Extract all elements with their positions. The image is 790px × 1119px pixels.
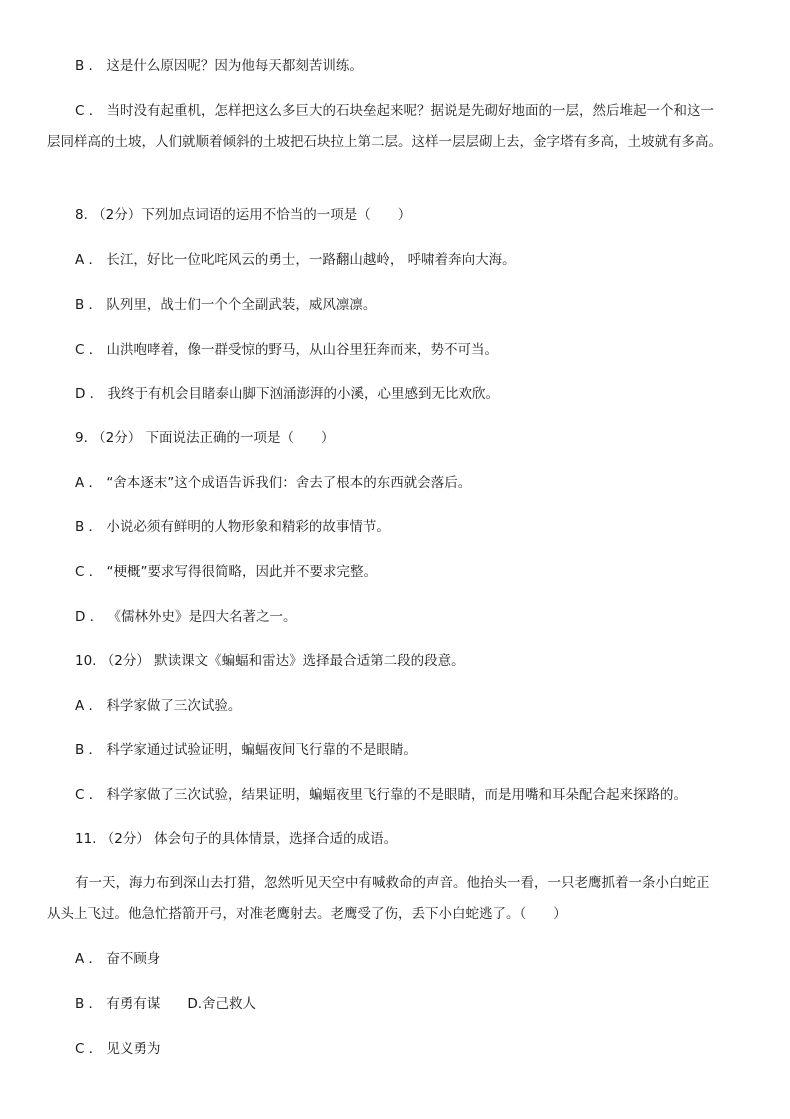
q11-stem: 11. （2分） 体会句子的具体情景，选择合适的成语。 bbox=[75, 831, 398, 847]
q10-option-a: A ． 科学家做了三次试验。 bbox=[75, 698, 242, 714]
prev-option-c-line1: C ． 当时没有起重机，怎样把这么多巨大的石块垒起来呢？据说是先砌好地面的一层，然后堆起一个和这一 bbox=[75, 103, 715, 119]
q8-option-c: C ． 山洪咆哮着，像一群受惊的野马，从山谷里狂奔而来，势不可当。 bbox=[75, 342, 499, 358]
q8-option-d: D ． 我终于有机会目睹泰山脚下汹涌澎湃的小溪，心里感到无比欢欣。 bbox=[75, 386, 499, 402]
q10-option-c: C ． 科学家做了三次试验，结果证明，蝙蝠夜里飞行靠的不是眼睛，而是用嘴和耳朵配合起来探路的。 bbox=[75, 787, 688, 803]
q11-passage-line2: 从头上飞过。他急忙搭箭开弓，对准老鹰射去。老鹰受了伤，丢下小白蛇逃了。（ ） bbox=[47, 906, 567, 922]
q8-stem: 8. （2分）下列加点词语的运用不恰当的一项是（ ） bbox=[75, 207, 412, 223]
q11-passage-line1: 有一天，海力布到深山去打猎，忽然听见天空中有喊救命的声音。他抬头一看，一只老鹰抓着一条小白蛇正 bbox=[75, 875, 710, 891]
q10-option-b: B ． 科学家通过试验证明，蝙蝠夜间飞行靠的不是眼睛。 bbox=[75, 742, 417, 758]
q11-option-a: A ． 奋不顾身 bbox=[75, 951, 161, 967]
prev-option-c-line2: 层同样高的土坡，人们就顺着倾斜的土坡把石块拉上第二层。这样一层层砌上去，金字塔有多高，土坡就有多高。 bbox=[47, 134, 722, 150]
prev-option-b: B ． 这是什么原因呢？因为他每天都刻苦训练。 bbox=[75, 58, 363, 74]
q8-option-a: A ． 长江，好比一位叱咤风云的勇士，一路翻山越岭， 呼啸着奔向大海。 bbox=[75, 252, 516, 268]
q11-option-c: C ． 见义勇为 bbox=[75, 1041, 161, 1057]
q11-option-b-d: B ． 有勇有谋 D.舍己救人 bbox=[75, 996, 257, 1012]
q9-option-a: A ． “舍本逐末”这个成语告诉我们：舍去了根本的东西就会落后。 bbox=[75, 475, 472, 491]
q9-option-c: C ． “梗概”要求写得很简略，因此并不要求完整。 bbox=[75, 564, 377, 580]
q9-option-d: D ． 《儒林外史》是四大名著之一。 bbox=[75, 609, 297, 625]
q9-stem: 9. （2分） 下面说法正确的一项是（ ） bbox=[75, 430, 335, 446]
q10-stem: 10. （2分） 默读课文《蝙蝠和雷达》选择最合适第二段的段意。 bbox=[75, 653, 465, 669]
q8-option-b: B ． 队列里，战士们一个个全副武装，威风凛凛。 bbox=[75, 297, 377, 313]
q9-option-b: B ． 小说必须有鲜明的人物形象和精彩的故事情节。 bbox=[75, 519, 390, 535]
